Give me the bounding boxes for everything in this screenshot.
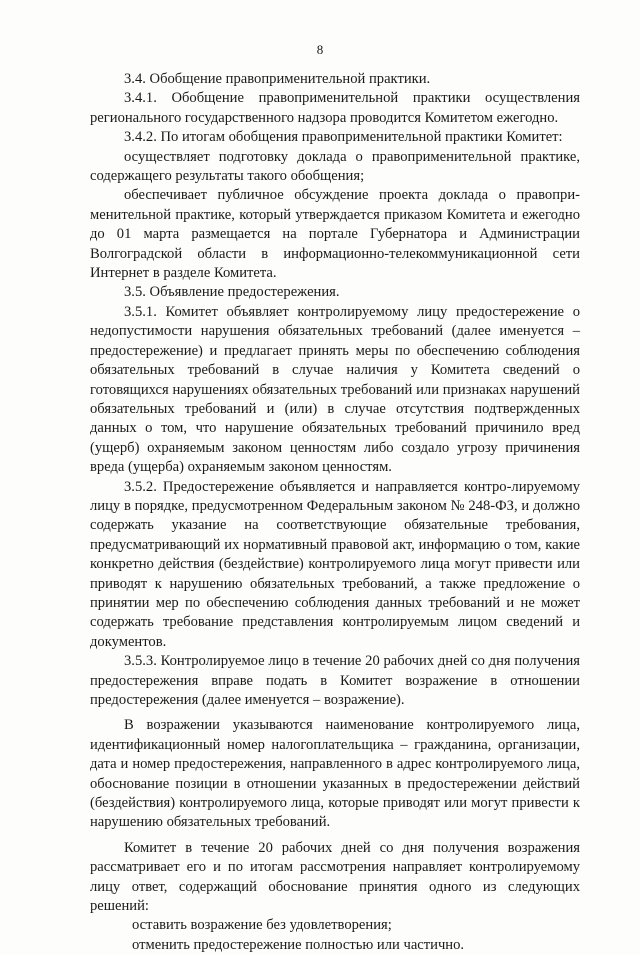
paragraph-3-5-2: 3.5.2. Предостережение объявляется и направляется контро-лируемому лицу в порядке, предусмотренном Федеральным законом № 248-ФЗ, и должно содержать указание на соответствующие обязательные требования, предусматривающий их нормативный правовой акт, информацию о том, какие конкретно действия (бездействие) контролируемого лица могут привести или приводят к нарушению обязательных требований, а также предложение о принятии мер по обеспечению соблюдения данных требований и не может содержать требование представления контролируемым лицом сведений и документов. [90,478,580,650]
paragraph-objection-review: Комитет в течение 20 рабочих дней со дня получения возражения рассматривает его и по итогам рассмотрения направляет контролируемому лицу ответ, содержащий обоснование принятия одного из следующих решений: [90,839,580,915]
paragraph-3-5-3: 3.5.3. Контролируемое лицо в течение 20 рабочих дней со дня получения предостережения вправе подать в Комитет возражение в отношении предостережения (далее именуется – возражение). [90,653,580,708]
paragraph-3-4-1: 3.4.1. Обобщение правоприменительной практики осуществления регионального государственного надзора проводится Комитетом ежегодно. [90,90,580,126]
section-heading-3-4: 3.4. Обобщение правоприменительной практики. [124,71,431,87]
section-heading-3-5: 3.5. Объявление предостережения. [124,284,340,301]
list-item-discussion: обеспечивает публичное обсуждение проекта доклада о правопри-менительной практике, который утверждается приказом Комитета и ежегодно до 01 марта размещается на портале Губернатора и Администрации Волгоградской области в информационно-телекоммуникационной сети Интернет в разделе Комитета. [90,187,580,282]
paragraph-3-4-2: 3.4.2. По итогам обобщения правоприменительной практики Комитет: [124,129,563,146]
paragraph-objection-contents: В возражении указываются наименование контролируемого лица, идентификационный номер налогоплательщика – гражданина, организации, дата и номер предостережения, направленного в адрес контролируемого лица, обоснование позиции в отношении указанных в предостережении действий (бездействия) контролируемого лица, которые приводят или могут привести к нарушению обязательных требований. [90,717,580,831]
list-item-cancel-warning: отменить предостережение полностью или частично. [132,936,465,953]
list-item-report: осуществляет подготовку доклада о правоприменительной практике, содержащего результаты такого обобщения; [90,148,580,185]
list-item-reject-objection: оставить возражение без удовлетворения; [132,917,392,934]
page-number: 8 [316,42,324,57]
paragraph-3-5-1: 3.5.1. Комитет объявляет контролируемому лицу предостережение о недопустимости нарушения обязательных требований (далее именуется – предостережение) и предлагает принять меры по обеспечению соблюдения обязательных требований в случае наличия у Комитета сведений о готовящихся нарушениях обязательных требований или признаках нарушений обязательных требований и (или) в случае отсутствия подтвержденных данных о том, что нарушение обязательных требований причинило вред (ущерб) охраняемым законом ценностям либо создало угрозу причинения вреда (ущерба) охраняемым законом ценностям. [90,303,580,476]
document-body [90,70,580,955]
